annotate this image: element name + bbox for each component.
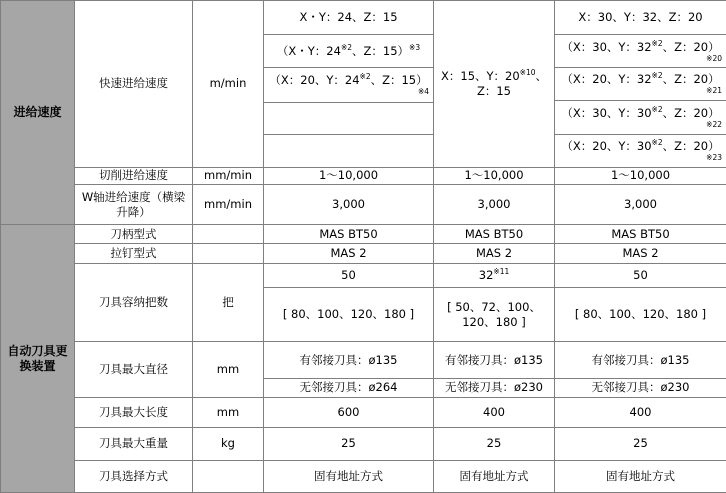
cutting-c2: 1～10,000 xyxy=(434,167,555,184)
capacity-c1b: [ 80、100、120、180 ] xyxy=(264,287,434,342)
label-cutting-feed: 切削进给速度 xyxy=(75,167,193,184)
max-len-c2: 400 xyxy=(434,397,555,427)
unit-shank xyxy=(193,225,264,244)
cutting-c1: 1～10,000 xyxy=(264,167,434,184)
row-max-len xyxy=(1,397,726,427)
unit-max-wt: kg xyxy=(193,428,264,460)
label-max-dia: 刀具最大直径 xyxy=(75,342,193,398)
max-len-c3: 400 xyxy=(555,397,726,427)
label-shank: 刀柄型式 xyxy=(75,225,193,244)
max-wt-c2: 25 xyxy=(434,428,555,460)
max-dia-c1b: 无邻接刀具：ø264 xyxy=(264,378,434,397)
shank-c2: MAS BT50 xyxy=(434,225,555,244)
capacity-c3b: [ 80、100、120、180 ] xyxy=(555,287,726,342)
label-max-wt: 刀具最大重量 xyxy=(75,428,193,460)
rapid-c1-blank2 xyxy=(264,135,434,167)
unit-max-len: mm xyxy=(193,397,264,427)
row-w-axis-feed xyxy=(1,184,726,224)
label-max-len: 刀具最大长度 xyxy=(75,397,193,427)
row-cutting-feed xyxy=(1,167,726,184)
max-dia-c2b: 无邻接刀具：ø230 xyxy=(434,378,555,397)
unit-pull-stud xyxy=(193,244,264,263)
shank-c3: MAS BT50 xyxy=(555,225,726,244)
unit-cutting-feed: mm/min xyxy=(193,167,264,184)
rapid-c3-line5: （X：20、Y：30$^{※2}$、Z：20） ※23 xyxy=(555,135,726,167)
unit-capacity: 把 xyxy=(193,263,264,342)
row-rapid-1 xyxy=(1,1,726,35)
unit-select xyxy=(193,460,264,492)
category-feed: 进给速度 xyxy=(1,1,75,225)
category-atc: 自动刀具更换装置 xyxy=(1,225,75,493)
w-axis-c2: 3,000 xyxy=(434,184,555,224)
max-dia-c3b: 无邻接刀具：ø230 xyxy=(555,378,726,397)
row-capacity-1 xyxy=(1,263,726,287)
rapid-c1-blank1 xyxy=(264,103,434,135)
shank-c1: MAS BT50 xyxy=(264,225,434,244)
label-w-axis-feed: W轴进给速度（横梁升降） xyxy=(75,184,193,224)
capacity-c1: 50 xyxy=(264,263,434,287)
pull-stud-c1: MAS 2 xyxy=(264,244,434,263)
cutting-c3: 1～10,000 xyxy=(555,167,726,184)
row-max-wt xyxy=(1,428,726,460)
max-wt-c3: 25 xyxy=(555,428,726,460)
label-pull-stud: 拉钉型式 xyxy=(75,244,193,263)
rapid-c3-line3: （X：20、Y：32$^{※2}$、Z：20） ※21 xyxy=(555,67,726,100)
w-axis-c3: 3,000 xyxy=(555,184,726,224)
row-pull-stud xyxy=(1,244,726,263)
row-max-dia-1 xyxy=(1,342,726,378)
pull-stud-c2: MAS 2 xyxy=(434,244,555,263)
rapid-c1-line3: （X：20、Y：24$^{※2}$、Z：15） ※4 xyxy=(264,67,434,102)
select-c3: 固有地址方式 xyxy=(555,460,726,492)
max-wt-c1: 25 xyxy=(264,428,434,460)
capacity-c2b: [ 50、72、100、120、180 ] xyxy=(434,287,555,342)
w-axis-c1: 3,000 xyxy=(264,184,434,224)
unit-max-dia: mm xyxy=(193,342,264,398)
max-dia-c2: 有邻接刀具：ø135 xyxy=(434,342,555,378)
pull-stud-c3: MAS 2 xyxy=(555,244,726,263)
max-len-c1: 600 xyxy=(264,397,434,427)
max-dia-c3: 有邻接刀具：ø135 xyxy=(555,342,726,378)
row-shank xyxy=(1,225,726,244)
rapid-c1-line2: （X・Y：24$^{※2}$、Z：15）$^{※3}$ xyxy=(264,35,434,67)
rapid-c2: X：15、Y：20$^{※10}$、Z：15 xyxy=(434,1,555,168)
capacity-c3: 50 xyxy=(555,263,726,287)
rapid-c1-line1: X・Y：24、Z：15 xyxy=(264,1,434,35)
rapid-c3-line2: （X：30、Y：32$^{※2}$、Z：20） ※20 xyxy=(555,35,726,67)
unit-rapid-feed: m/min xyxy=(193,1,264,168)
max-dia-c1: 有邻接刀具：ø135 xyxy=(264,342,434,378)
rapid-c3-line1: X：30、Y：32、Z：20 xyxy=(555,1,726,35)
label-capacity: 刀具容纳把数 xyxy=(75,263,193,342)
label-select: 刀具选择方式 xyxy=(75,460,193,492)
select-c2: 固有地址方式 xyxy=(434,460,555,492)
capacity-c2: 32$^{※11}$ xyxy=(434,263,555,287)
row-select xyxy=(1,460,726,492)
rapid-c3-line4: （X：30、Y：30$^{※2}$、Z：20） ※22 xyxy=(555,100,726,134)
label-rapid-feed: 快速进给速度 xyxy=(75,1,193,168)
select-c1: 固有地址方式 xyxy=(264,460,434,492)
unit-w-axis-feed: mm/min xyxy=(193,184,264,224)
